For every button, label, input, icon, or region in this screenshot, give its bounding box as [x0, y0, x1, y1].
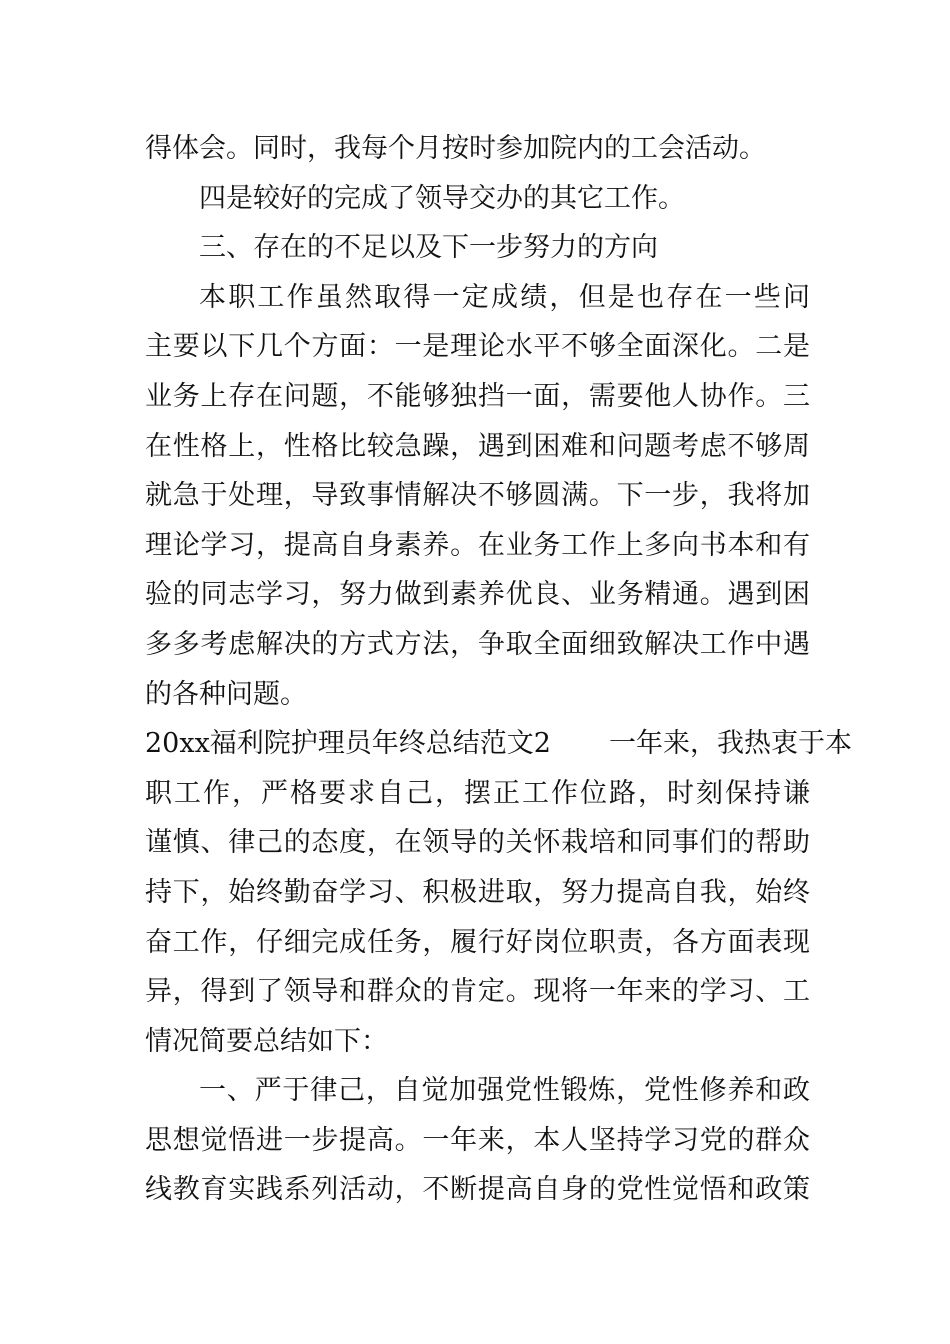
section-heading: 三、存在的不足以及下一步努力的方向: [199, 232, 658, 264]
article-heading-line: [145, 719, 852, 769]
text-line: 奋工作，仔细完成任务，履行好岗位职责，各方面表现: [145, 926, 810, 958]
text-line: 线教育实践系列活动，不断提高自身的党性觉悟和政策: [145, 1174, 810, 1206]
text-line: 谨慎、律己的态度，在领导的关怀栽培和同事们的帮助: [145, 827, 810, 859]
document-body: [145, 124, 852, 1215]
text-line: 持下，始终勤奋学习、积极进取，努力提高自我，始终: [145, 876, 810, 908]
text-line: 得体会。同时，我每个月按时参加院内的工会活动。: [145, 133, 766, 164]
text-line: 四是较好的完成了领导交办的其它工作。: [199, 182, 685, 214]
text-line: 职工作，严格要求自己，摆正工作位路，时刻保持谦: [145, 777, 810, 809]
text-line: 异，得到了领导和群众的肯定。现将一年来的学习、工: [145, 976, 810, 1008]
text-line: 思想觉悟进一步提高。一年来，本人坚持学习党的群众: [145, 1124, 810, 1156]
section-heading: 一、严于律己，自觉加强党性锻炼，党性修养和政: [199, 1075, 810, 1107]
text-line: 在性格上，性格比较急躁，遇到困难和问题考虑不够周: [145, 430, 810, 462]
text-line: 就急于处理，导致事情解决不够圆满。下一步，我将加: [145, 480, 810, 512]
text-line: 多多考虑解决的方式方法，争取全面细致解决工作中遇: [145, 628, 810, 660]
text-line: 理论学习，提高自身素养。在业务工作上多向书本和有: [145, 529, 810, 561]
text-line: 业务上存在问题，不能够独挡一面，需要他人协作。三: [145, 380, 810, 412]
article-opening: 一年来，我热衷于本: [609, 728, 852, 760]
article-title: 20xx福利院护理员年终总结范文2: [145, 728, 551, 760]
text-line: 主要以下几个方面：一是理论水平不够全面深化。二是: [145, 331, 810, 363]
text-line: 验的同志学习，努力做到素养优良、业务精通。遇到困: [145, 579, 810, 611]
text-line: 的各种问题。: [145, 678, 307, 710]
text-line: 情况简要总结如下：: [145, 1025, 388, 1057]
text-line: 本职工作虽然取得一定成绩，但是也存在一些问: [199, 281, 810, 313]
